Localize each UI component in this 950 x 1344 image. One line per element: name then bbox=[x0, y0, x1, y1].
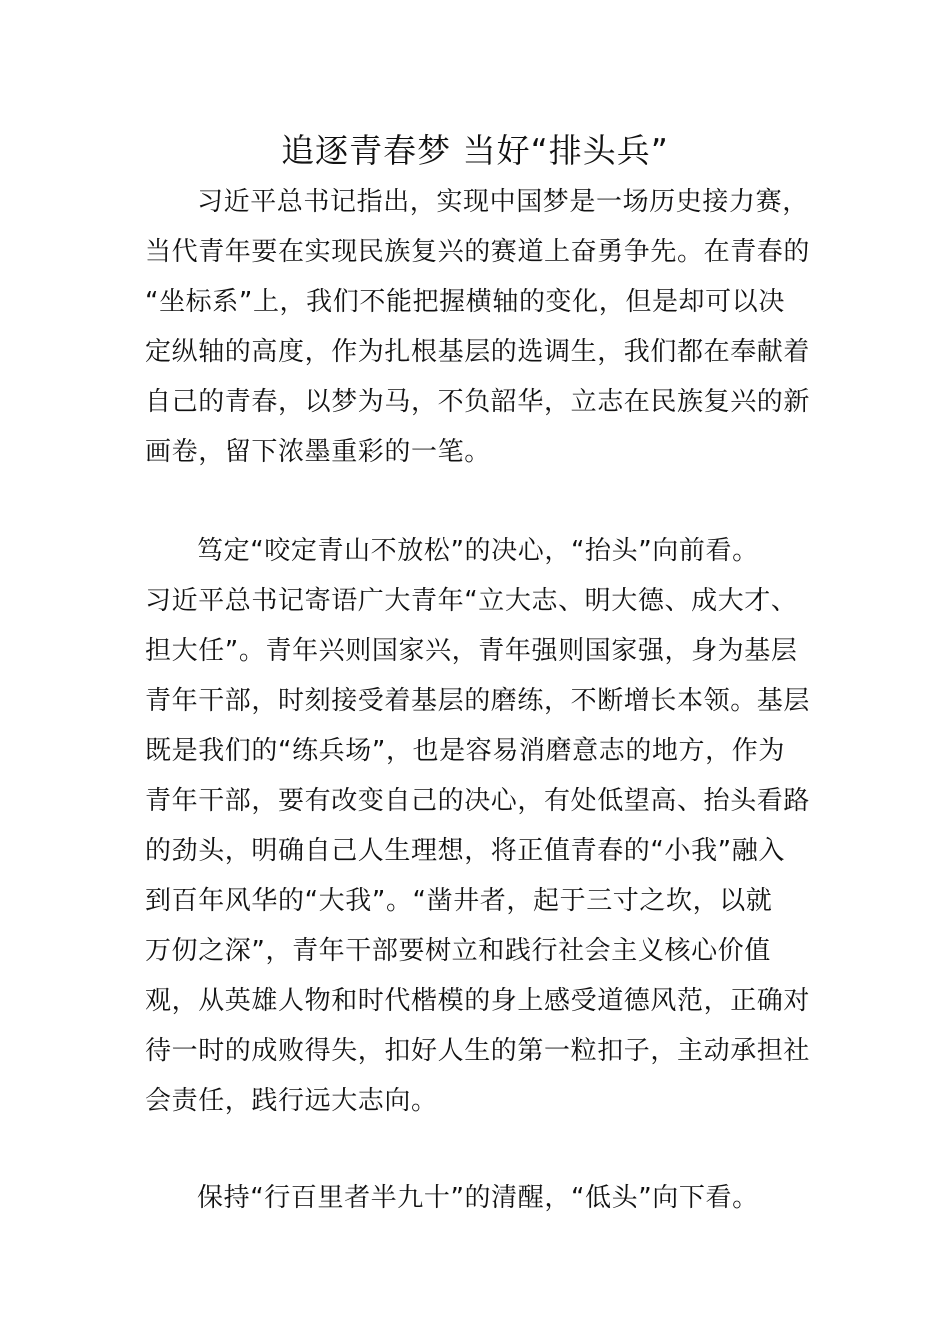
document-title: 追逐青春梦 当好“排头兵” bbox=[281, 131, 669, 170]
paragraph-line: 画卷，留下浓墨重彩的一笔。 bbox=[145, 437, 491, 467]
paragraph-line: 自己的青春，以梦为马，不负韶华，立志在民族复兴的新 bbox=[145, 387, 811, 417]
paragraph-3 bbox=[145, 1173, 809, 1223]
paragraph-line: 既是我们的“练兵场”，也是容易消磨意志的地方，作为 bbox=[145, 736, 785, 766]
paragraph-2 bbox=[145, 526, 809, 1126]
paragraph-line: 万仞之深”，青年干部要树立和践行社会主义核心价值 bbox=[145, 936, 771, 966]
paragraph-line: 青年干部，要有改变自己的决心，有处低望高、抬头看路 bbox=[145, 786, 811, 816]
paragraph-line: “坐标系”上，我们不能把握横轴的变化，但是却可以决 bbox=[145, 287, 785, 317]
paragraph-line: 当代青年要在实现民族复兴的赛道上奋勇争先。在青春的 bbox=[145, 237, 811, 267]
paragraph-line: 笃定“咬定青山不放松”的决心，“抬头”向前看。 bbox=[197, 536, 759, 566]
paragraph-line: 的劲头，明确自己人生理想，将正值青春的“小我”融入 bbox=[145, 836, 785, 866]
paragraph-line: 习近平总书记指出，实现中国梦是一场历史接力赛， bbox=[197, 187, 809, 217]
paragraph-line: 观，从英雄人物和时代楷模的身上感受道德风范，正确对 bbox=[145, 986, 811, 1016]
paragraph-line: 待一时的成败得失，扣好人生的第一粒扣子，主动承担社 bbox=[145, 1036, 811, 1066]
paragraph-line: 习近平总书记寄语广大青年“立大志、明大德、成大才、 bbox=[145, 586, 798, 616]
paragraph-line: 担大任”。青年兴则国家兴，青年强则国家强，身为基层 bbox=[145, 636, 798, 666]
paragraph-line: 青年干部，时刻接受着基层的磨练，不断增长本领。基层 bbox=[145, 686, 811, 716]
paragraph-line: 保持“行百里者半九十”的清醒，“低头”向下看。 bbox=[197, 1183, 759, 1213]
paragraph-line: 定纵轴的高度，作为扎根基层的选调生，我们都在奉献着 bbox=[145, 337, 811, 367]
paragraph-line: 会责任，践行远大志向。 bbox=[145, 1086, 438, 1116]
paragraph-line: 到百年风华的“大我”。“凿井者，起于三寸之坎，以就 bbox=[145, 886, 773, 916]
paragraph-1 bbox=[145, 177, 809, 477]
